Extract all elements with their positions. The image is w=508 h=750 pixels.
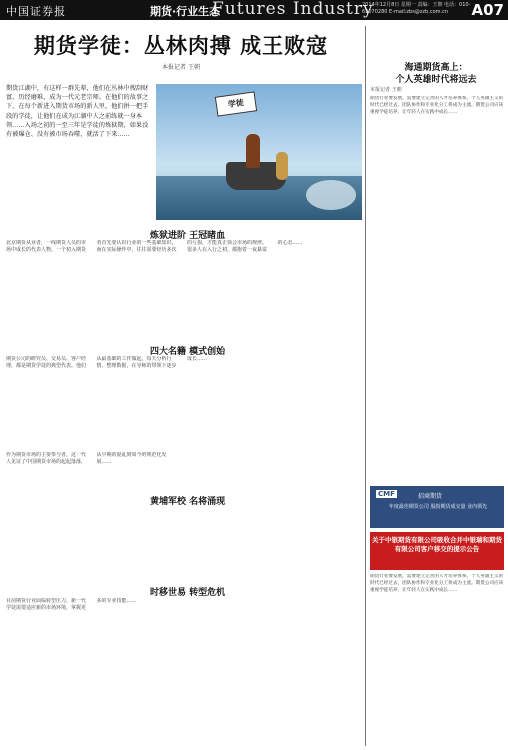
cmf-ad-text: 年度最佳期货公司 股指期货成交量 业内领先 [388,504,488,510]
main-byline: 本报记者 王朝 [162,64,200,71]
body-section-1: 北京期货从业者，一线期货人员的市场中成长的代表人物。一个初入期货者首先要认识行业的一些基础知识，而在实际操作中，往往需要经历多次的亏损，才能真正领会市场的规律。很多人在入行之初，都抱着一夜暴富的心态…… [6,240,303,254]
section-title-en: Futures Industry [212,0,374,19]
side-article-body: 期货行业要发展，需要建立完善的人才培养体系。个人英雄主义的时代已经过去，团队协作和专业化分工将成为主流。期货公司应该重视学徒培养，让年轻人在实践中成长…… [370,96,504,115]
cmf-advertisement [370,486,504,528]
subhead-1: 炼狱进阶 王冠睹血 [150,231,226,241]
notice-body: 期货行业要发展，需要建立完善的人才培养体系。个人英雄主义的时代已经过去，团队协作和专业化分工将成为主流。期货公司应该重视学徒培养，让年轻人在实践中成长…… [370,574,504,593]
body-section-2: 期货公司的研究员、交易员、客户经理，都是期货学徒的典型代表。他们从最基础的工作做起，每天分析行情、整理数据，在导师的带领下逐步成长…… [6,356,208,370]
cmf-logo: CMF [378,490,395,498]
illustration-figure [246,134,260,168]
illustration-sign: 学徒 [215,91,257,116]
main-headline: 期货学徒：丛林肉搏 成王败寇 [33,33,329,58]
page-header [0,0,508,20]
section-title: 期货·行业生态 [150,5,221,18]
lead-paragraph: 期货江湖中，有这样一群先辈，他们在丛林中搜刮财富，历经磨难，成为一代元老宗师。在他们的故事之下，在每个新进入期货市场的新人里，他们拼一把手段的学徒，让他们在成为江湖中人之前练就一身本领……入场之初的一至三年是学徒的炼狱期，如果没有被爆仓、没有被市场吞噬，就活了下来…… [6,85,149,139]
notice-banner: 关于中银期货有限公司吸收合并中银瑞和期货有限公司客户移交的提示公告 [370,532,504,570]
illustration-wave [306,180,356,210]
side-article-byline: 本报记者 王朝 [370,87,402,93]
subhead-4: 时移世易 转型危机 [150,588,226,598]
side-article-title-1: 海通期货高上： [404,63,468,73]
cmf-name: 招商期货 [418,493,443,500]
page-number: A07 [471,1,504,19]
column-divider [365,26,366,746]
body-section-3: 作为期货市场的主要参与者，这一代人见证了中国期货市场的起起落落，从早期的混乱到如今的规范化发展…… [6,452,167,466]
feature-illustration [156,84,362,220]
body-section-4: 目前期货行业面临转型压力，新一代学徒需要适应新的市场环境，掌握更多的专业技能…… [6,598,137,612]
subhead-2: 四大名籍 模式创始 [150,347,226,357]
side-article-title-2: 个人英雄时代将远去 [395,75,477,85]
subhead-3: 黄埔军校 名将涌现 [150,497,226,507]
illustration-figure-2 [276,152,288,180]
header-meta: 2014年12月8日 星期一 责编：王朝 电话：010-63070280 E-mail:zbs@zzb.com.cn [362,2,471,15]
newspaper-logo: 中国证券报 [6,5,66,18]
